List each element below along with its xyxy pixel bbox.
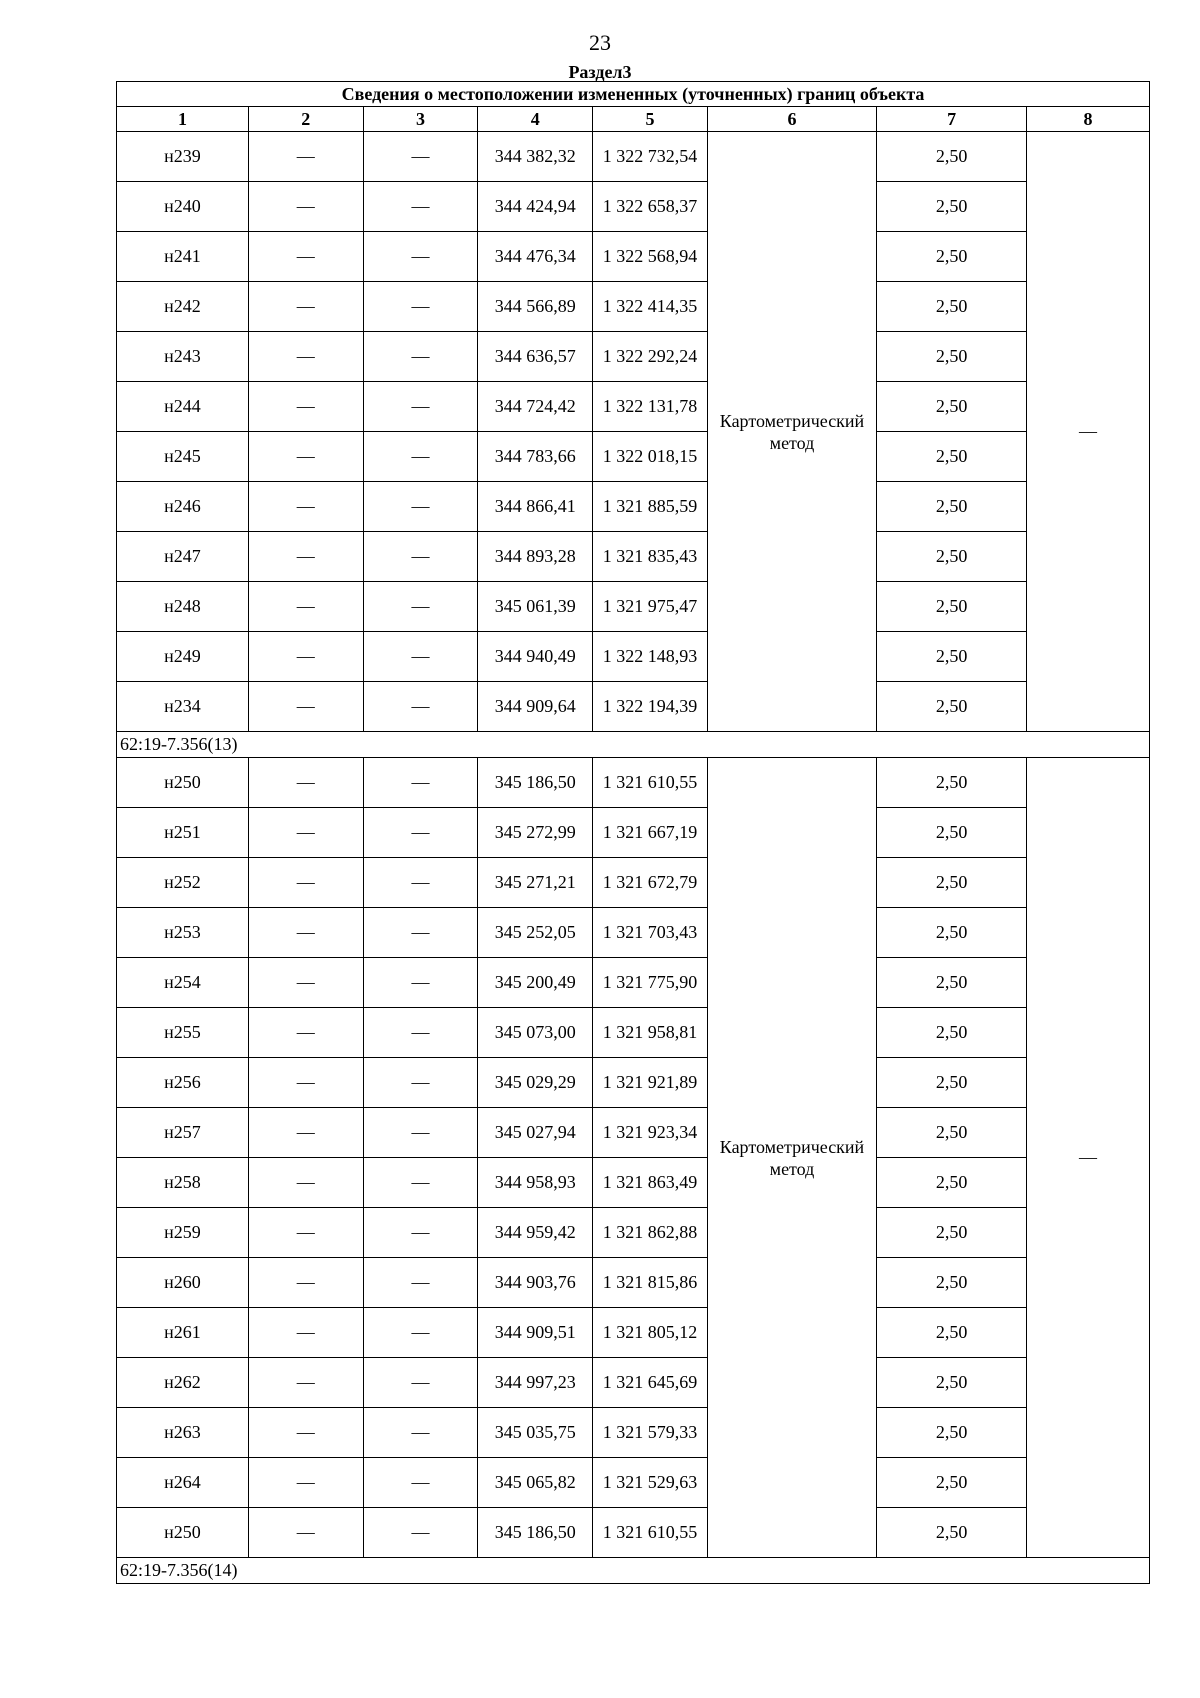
y-coordinate: 1 322 658,37 [593, 182, 708, 232]
table-row [117, 1408, 1150, 1458]
y-coordinate: 1 321 958,81 [593, 1008, 708, 1058]
column-3-value: — [363, 1508, 478, 1558]
point-name: н251 [117, 808, 249, 858]
accuracy-value: 2,50 [877, 432, 1027, 482]
y-coordinate: 1 321 579,33 [593, 1408, 708, 1458]
table-row [117, 858, 1150, 908]
accuracy-value: 2,50 [877, 632, 1027, 682]
column-2-value: — [248, 1408, 363, 1458]
y-coordinate: 1 321 703,43 [593, 908, 708, 958]
y-coordinate: 1 321 921,89 [593, 1058, 708, 1108]
point-name: н246 [117, 482, 249, 532]
y-coordinate: 1 322 732,54 [593, 132, 708, 182]
column-number: 8 [1027, 107, 1150, 132]
x-coordinate: 345 035,75 [478, 1408, 593, 1458]
point-name: н253 [117, 908, 249, 958]
x-coordinate: 344 783,66 [478, 432, 593, 482]
table-row [117, 1108, 1150, 1158]
column-2-value: — [248, 1258, 363, 1308]
table-row [117, 132, 1150, 182]
table-row [117, 1008, 1150, 1058]
accuracy-value: 2,50 [877, 1258, 1027, 1308]
x-coordinate: 345 029,29 [478, 1058, 593, 1108]
column-2-value: — [248, 282, 363, 332]
x-coordinate: 344 866,41 [478, 482, 593, 532]
column-2-value: — [248, 382, 363, 432]
accuracy-value: 2,50 [877, 582, 1027, 632]
column-3-value: — [363, 1108, 478, 1158]
accuracy-value: 2,50 [877, 1108, 1027, 1158]
accuracy-value: 2,50 [877, 532, 1027, 582]
y-coordinate: 1 321 672,79 [593, 858, 708, 908]
accuracy-value: 2,50 [877, 682, 1027, 732]
column-2-value: — [248, 132, 363, 182]
point-name: н259 [117, 1208, 249, 1258]
point-name: н263 [117, 1408, 249, 1458]
y-coordinate: 1 321 862,88 [593, 1208, 708, 1258]
accuracy-value: 2,50 [877, 382, 1027, 432]
column-number: 7 [877, 107, 1027, 132]
cadastral-number-row [117, 732, 1150, 758]
column-3-value: — [363, 1008, 478, 1058]
method-line-1: Картометрический [719, 410, 865, 431]
point-name: н261 [117, 1308, 249, 1358]
table-body [117, 82, 1150, 1584]
y-coordinate: 1 321 610,55 [593, 1508, 708, 1558]
point-name: н264 [117, 1458, 249, 1508]
table-row [117, 1358, 1150, 1408]
x-coordinate: 344 382,32 [478, 132, 593, 182]
point-name: н250 [117, 1508, 249, 1558]
column-numbers-row [117, 107, 1150, 132]
point-name: н252 [117, 858, 249, 908]
x-coordinate: 344 909,51 [478, 1308, 593, 1358]
y-coordinate: 1 321 775,90 [593, 958, 708, 1008]
table-row [117, 682, 1150, 732]
y-coordinate: 1 321 835,43 [593, 532, 708, 582]
x-coordinate: 344 909,64 [478, 682, 593, 732]
y-coordinate: 1 321 610,55 [593, 758, 708, 808]
column-2-value: — [248, 1008, 363, 1058]
x-coordinate: 344 636,57 [478, 332, 593, 382]
column-2-value: — [248, 858, 363, 908]
point-name: н255 [117, 1008, 249, 1058]
column-number: 5 [593, 107, 708, 132]
table-row [117, 582, 1150, 632]
accuracy-value: 2,50 [877, 1308, 1027, 1358]
column-2-value: — [248, 808, 363, 858]
column-3-value: — [363, 858, 478, 908]
y-coordinate: 1 321 645,69 [593, 1358, 708, 1408]
point-name: н258 [117, 1158, 249, 1208]
accuracy-value: 2,50 [877, 1058, 1027, 1108]
column-3-value: — [363, 332, 478, 382]
column-3-value: — [363, 532, 478, 582]
cadastral-number: 62:19-7.356(14) [117, 1558, 1150, 1584]
point-name: н260 [117, 1258, 249, 1308]
y-coordinate: 1 321 529,63 [593, 1458, 708, 1508]
column-3-value: — [363, 382, 478, 432]
point-name: н257 [117, 1108, 249, 1158]
column-3-value: — [363, 632, 478, 682]
boundary-coordinates-table [116, 81, 1150, 1584]
accuracy-value: 2,50 [877, 858, 1027, 908]
accuracy-value: 2,50 [877, 482, 1027, 532]
accuracy-value: 2,50 [877, 1358, 1027, 1408]
accuracy-value: 2,50 [877, 758, 1027, 808]
section-title: Раздел3 [568, 62, 632, 82]
point-name: н256 [117, 1058, 249, 1108]
x-coordinate: 344 724,42 [478, 382, 593, 432]
column-2-value: — [248, 1308, 363, 1358]
x-coordinate: 345 061,39 [478, 582, 593, 632]
point-name: н247 [117, 532, 249, 582]
column-3-value: — [363, 808, 478, 858]
table-row [117, 332, 1150, 382]
column-2-value: — [248, 1508, 363, 1558]
column-2-value: — [248, 1058, 363, 1108]
column-2-value: — [248, 482, 363, 532]
x-coordinate: 344 566,89 [478, 282, 593, 332]
accuracy-value: 2,50 [877, 1458, 1027, 1508]
column-2-value: — [248, 532, 363, 582]
column-2-value: — [248, 1458, 363, 1508]
table-row [117, 1458, 1150, 1508]
column-3-value: — [363, 1158, 478, 1208]
column-2-value: — [248, 432, 363, 482]
column-3-value: — [363, 432, 478, 482]
column-3-value: — [363, 232, 478, 282]
accuracy-value: 2,50 [877, 132, 1027, 182]
column-8-value: — [1027, 758, 1150, 1558]
column-number: 4 [478, 107, 593, 132]
x-coordinate: 345 186,50 [478, 1508, 593, 1558]
x-coordinate: 345 200,49 [478, 958, 593, 1008]
y-coordinate: 1 321 667,19 [593, 808, 708, 858]
x-coordinate: 345 073,00 [478, 1008, 593, 1058]
y-coordinate: 1 321 863,49 [593, 1158, 708, 1208]
accuracy-value: 2,50 [877, 1158, 1027, 1208]
table-row [117, 1308, 1150, 1358]
accuracy-value: 2,50 [877, 958, 1027, 1008]
x-coordinate: 345 065,82 [478, 1458, 593, 1508]
column-3-value: — [363, 908, 478, 958]
point-name: н245 [117, 432, 249, 482]
point-name: н254 [117, 958, 249, 1008]
y-coordinate: 1 322 018,15 [593, 432, 708, 482]
column-number: 6 [707, 107, 876, 132]
x-coordinate: 345 186,50 [478, 758, 593, 808]
table-row [117, 958, 1150, 1008]
table-row [117, 482, 1150, 532]
y-coordinate: 1 322 414,35 [593, 282, 708, 332]
point-name: н239 [117, 132, 249, 182]
x-coordinate: 344 476,34 [478, 232, 593, 282]
table-row [117, 1208, 1150, 1258]
column-3-value: — [363, 958, 478, 1008]
x-coordinate: 344 424,94 [478, 182, 593, 232]
column-2-value: — [248, 758, 363, 808]
column-2-value: — [248, 1208, 363, 1258]
point-name: н248 [117, 582, 249, 632]
y-coordinate: 1 321 923,34 [593, 1108, 708, 1158]
table-caption: Сведения о местоположении измененных (уточненных) границ объекта [117, 82, 1150, 107]
accuracy-value: 2,50 [877, 1508, 1027, 1558]
point-name: н249 [117, 632, 249, 682]
column-number: 1 [117, 107, 249, 132]
column-number: 2 [248, 107, 363, 132]
table-row [117, 232, 1150, 282]
point-name: н240 [117, 182, 249, 232]
column-2-value: — [248, 1108, 363, 1158]
column-3-value: — [363, 1058, 478, 1108]
column-3-value: — [363, 582, 478, 632]
y-coordinate: 1 321 975,47 [593, 582, 708, 632]
column-2-value: — [248, 1358, 363, 1408]
column-3-value: — [363, 758, 478, 808]
point-name: н243 [117, 332, 249, 382]
x-coordinate: 344 893,28 [478, 532, 593, 582]
x-coordinate: 345 271,21 [478, 858, 593, 908]
accuracy-value: 2,50 [877, 332, 1027, 382]
column-2-value: — [248, 582, 363, 632]
point-name: н262 [117, 1358, 249, 1408]
column-2-value: — [248, 1158, 363, 1208]
column-8-value: — [1027, 132, 1150, 732]
x-coordinate: 345 252,05 [478, 908, 593, 958]
cadastral-number-row [117, 1558, 1150, 1584]
page-number: 23 [589, 30, 611, 55]
x-coordinate: 345 027,94 [478, 1108, 593, 1158]
column-3-value: — [363, 1408, 478, 1458]
accuracy-value: 2,50 [877, 1208, 1027, 1258]
accuracy-value: 2,50 [877, 908, 1027, 958]
method-cell [707, 758, 876, 1558]
column-2-value: — [248, 332, 363, 382]
accuracy-value: 2,50 [877, 182, 1027, 232]
column-3-value: — [363, 482, 478, 532]
point-name: н250 [117, 758, 249, 808]
method-line-1: Картометрический [719, 1136, 865, 1157]
accuracy-value: 2,50 [877, 1008, 1027, 1058]
column-3-value: — [363, 1308, 478, 1358]
accuracy-value: 2,50 [877, 808, 1027, 858]
method-cell [707, 132, 876, 732]
table-row [117, 758, 1150, 808]
column-number: 3 [363, 107, 478, 132]
y-coordinate: 1 321 815,86 [593, 1258, 708, 1308]
table-row [117, 632, 1150, 682]
y-coordinate: 1 321 885,59 [593, 482, 708, 532]
accuracy-value: 2,50 [877, 232, 1027, 282]
column-3-value: — [363, 682, 478, 732]
point-name: н234 [117, 682, 249, 732]
column-3-value: — [363, 282, 478, 332]
table-row [117, 1258, 1150, 1308]
x-coordinate: 344 959,42 [478, 1208, 593, 1258]
column-2-value: — [248, 958, 363, 1008]
cadastral-number: 62:19-7.356(13) [117, 732, 1150, 758]
y-coordinate: 1 322 148,93 [593, 632, 708, 682]
column-3-value: — [363, 1458, 478, 1508]
table-row [117, 1508, 1150, 1558]
table-row [117, 182, 1150, 232]
column-2-value: — [248, 182, 363, 232]
y-coordinate: 1 322 292,24 [593, 332, 708, 382]
column-3-value: — [363, 1208, 478, 1258]
column-2-value: — [248, 908, 363, 958]
y-coordinate: 1 322 568,94 [593, 232, 708, 282]
column-3-value: — [363, 182, 478, 232]
point-name: н241 [117, 232, 249, 282]
column-2-value: — [248, 682, 363, 732]
column-2-value: — [248, 232, 363, 282]
x-coordinate: 344 997,23 [478, 1358, 593, 1408]
x-coordinate: 345 272,99 [478, 808, 593, 858]
table-row [117, 282, 1150, 332]
x-coordinate: 344 903,76 [478, 1258, 593, 1308]
table-row [117, 382, 1150, 432]
y-coordinate: 1 321 805,12 [593, 1308, 708, 1358]
point-name: н244 [117, 382, 249, 432]
table-row [117, 1058, 1150, 1108]
table-caption-row [117, 82, 1150, 107]
method-line-2: метод [769, 432, 815, 453]
table-row [117, 432, 1150, 482]
accuracy-value: 2,50 [877, 282, 1027, 332]
x-coordinate: 344 940,49 [478, 632, 593, 682]
accuracy-value: 2,50 [877, 1408, 1027, 1458]
table-row [117, 908, 1150, 958]
column-3-value: — [363, 1358, 478, 1408]
y-coordinate: 1 322 194,39 [593, 682, 708, 732]
table-row [117, 1158, 1150, 1208]
method-line-2: метод [769, 1158, 815, 1179]
column-3-value: — [363, 132, 478, 182]
column-2-value: — [248, 632, 363, 682]
table-row [117, 808, 1150, 858]
column-3-value: — [363, 1258, 478, 1308]
point-name: н242 [117, 282, 249, 332]
y-coordinate: 1 322 131,78 [593, 382, 708, 432]
table-row [117, 532, 1150, 582]
x-coordinate: 344 958,93 [478, 1158, 593, 1208]
